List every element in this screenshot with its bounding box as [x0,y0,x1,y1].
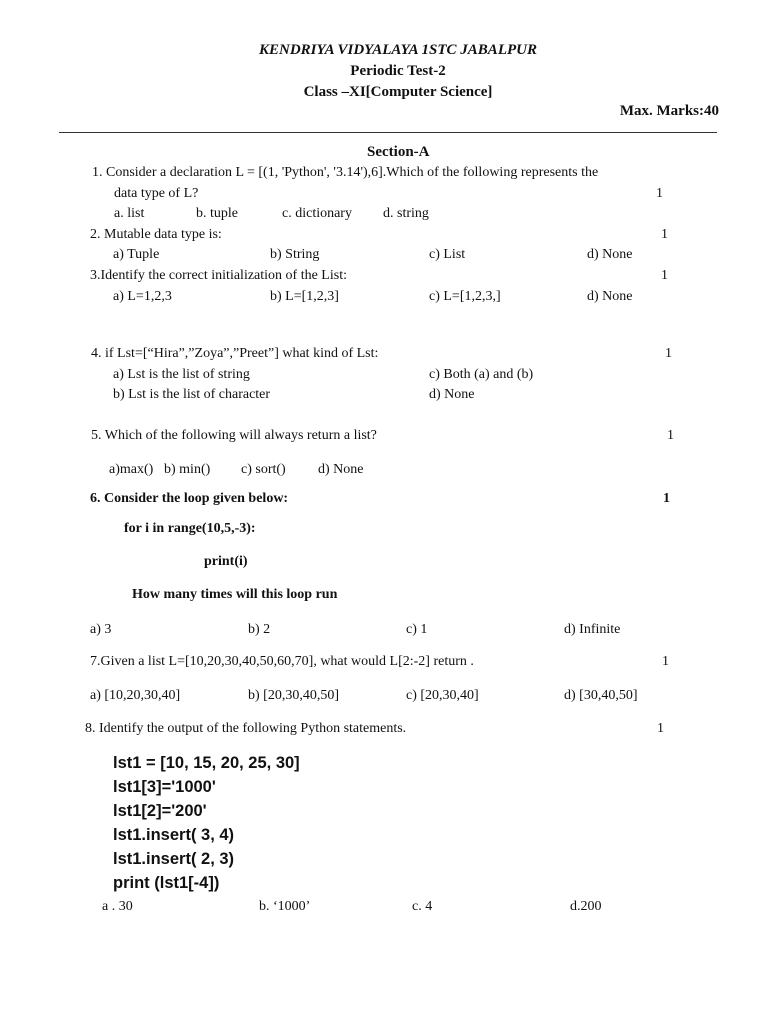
option-c: c) List [429,247,466,262]
option-d: d.200 [570,899,602,914]
question-stem: 2. Mutable data type is: [90,227,222,242]
option-d: d. string [383,206,429,221]
question-stem: 5. Which of the following will always return a list? [91,428,377,443]
question-marks: 1 [661,268,668,283]
question-stem: 3.Identify the correct initialization of the List: [90,268,347,283]
section-title: Section-A [367,144,430,160]
option-d: d) Infinite [564,622,621,637]
option-a: a) L=1,2,3 [113,289,172,304]
question-stem-continued: data type of L? [114,186,199,201]
option-d: d) None [587,247,633,262]
option-c: c. dictionary [282,206,352,221]
option-c: c. 4 [412,899,433,914]
max-marks: Max. Marks:40 [619,103,719,119]
option-d: d) None [587,289,633,304]
question-prompt: How many times will this loop run [132,587,338,602]
option-c: c) sort() [241,462,286,477]
question-marks: 1 [656,186,663,201]
code-line: print(i) [204,554,248,569]
option-b: b) Lst is the list of character [113,387,271,402]
option-a: a)max() [109,462,154,477]
question-marks: 1 [662,654,669,669]
question-marks: 1 [667,428,674,443]
class-title: Class –XI[Computer Science] [303,84,493,100]
question-stem: 7.Given a list L=[10,20,30,40,50,60,70], what would L[2:-2] return . [90,654,474,669]
option-a: a) 3 [90,622,112,637]
option-b: b) min() [164,462,211,477]
question-stem: 6. Consider the loop given below: [90,491,289,506]
option-b: b) [20,30,40,50] [248,688,339,703]
code-line: lst1[2]='200' [113,802,207,820]
option-d: d) None [429,387,475,402]
code-line: lst1.insert( 3, 4) [113,826,235,844]
option-a: a) [10,20,30,40] [90,688,181,703]
test-title: Periodic Test-2 [350,63,446,79]
option-c: c) L=[1,2,3,] [429,289,501,304]
question-stem: 8. Identify the output of the following Python statements. [85,721,407,736]
school-name: KENDRIYA VIDYALAYA 1STC JABALPUR [259,42,537,58]
option-c: c) Both (a) and (b) [429,367,534,382]
code-line: lst1 = [10, 15, 20, 25, 30] [113,754,300,772]
option-a: a. list [114,206,145,221]
code-line: print (lst1[-4]) [113,874,220,892]
question-marks: 1 [661,227,668,242]
option-a: a) Tuple [113,247,160,262]
code-line: for i in range(10,5,-3): [124,521,256,536]
option-d: d) [30,40,50] [564,688,638,703]
question-stem: 4. if Lst=[“Hira”,”Zoya”,”Preet”] what kind of Lst: [91,346,379,361]
code-line: lst1.insert( 2, 3) [113,850,235,868]
option-a: a . 30 [102,899,133,914]
option-b: b. ‘1000’ [259,899,311,914]
option-c: c) 1 [406,622,428,637]
option-b: b. tuple [196,206,238,221]
option-b: b) String [270,247,320,262]
question-stem: 1. Consider a declaration L = [(1, 'Python', '3.14'),6].Which of the following represents the [92,165,599,180]
header-divider [59,132,717,133]
question-marks: 1 [665,346,672,361]
question-marks: 1 [663,491,670,506]
code-line: lst1[3]='1000' [113,778,216,796]
option-b: b) 2 [248,622,271,637]
option-a: a) Lst is the list of string [113,367,250,382]
option-c: c) [20,30,40] [406,688,479,703]
option-b: b) L=[1,2,3] [270,289,339,304]
question-marks: 1 [657,721,664,736]
option-d: d) None [318,462,364,477]
